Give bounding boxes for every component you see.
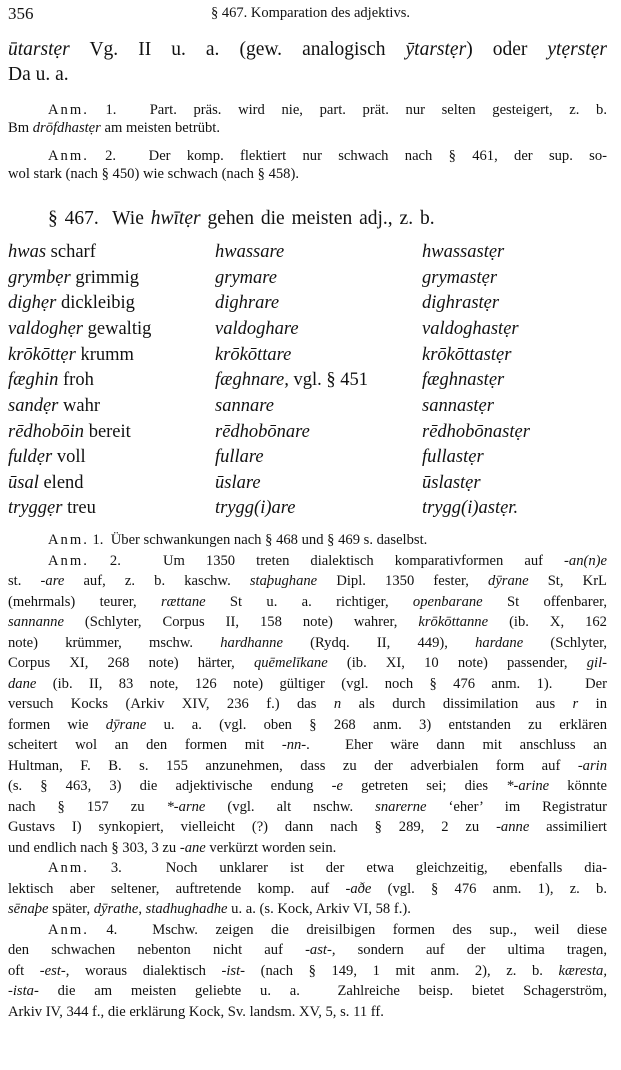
gloss: gewaltig — [87, 319, 152, 339]
text: könnte — [549, 778, 607, 794]
text-line — [8, 756, 607, 777]
superlative-form: rēdhobōnastẹr — [422, 422, 530, 442]
text: u. a. (vgl. oben § 268 anm. 3) entstanden zu erklären — [146, 716, 607, 733]
text: (mehrmals) teurer, — [8, 593, 161, 610]
text-line — [8, 940, 607, 961]
comparative-form: ūslare — [215, 473, 261, 493]
gloss: voll — [56, 447, 86, 467]
italic-text: dȳrathe — [93, 901, 139, 917]
text: Dipl. 1350 fester, — [317, 573, 489, 589]
italic-text: -an(n)e — [564, 552, 607, 569]
text: St, KrL — [528, 573, 607, 589]
text: 4. Mschw. zeigen die dreisilbigen formen des sup., weil diese — [88, 921, 607, 938]
table-row — [8, 342, 608, 368]
text: die am meisten geliebte u. a. Zahlreiche beisp. bietet Schagerström, — [38, 983, 607, 999]
text: den schwachen nebenton nicht auf — [8, 942, 306, 958]
text-line — [8, 653, 607, 674]
text: (nach § 149, 1 mit anm. 2), z. b. — [245, 962, 559, 979]
text: Bm — [8, 120, 33, 137]
superlative-form: valdoghastẹr — [422, 319, 519, 339]
comparative-cell — [215, 367, 368, 393]
table-row — [8, 290, 608, 316]
text: Corpus XI, 268 note) härter, — [8, 655, 254, 671]
positive-form: grymbẹr — [8, 268, 71, 288]
italic-text: sannanne — [8, 614, 64, 630]
note-label: Anm. — [48, 921, 89, 938]
comparative-cell — [215, 316, 299, 342]
italic-text: n — [333, 696, 342, 712]
superlative-form: ūslastẹr — [422, 473, 481, 493]
positive-cell — [8, 367, 94, 393]
text-line — [8, 1002, 607, 1023]
comparative-cell — [215, 444, 264, 470]
text: (vgl. alt nschw. — [205, 798, 376, 815]
superlative-form: fullastẹr — [422, 447, 484, 467]
text: lektisch aber seltener, auftretende komp. auf — [8, 880, 346, 897]
italic-text: quēmelīkane — [253, 655, 328, 671]
positive-cell — [8, 470, 84, 496]
text-line — [8, 817, 607, 838]
text-line — [8, 838, 607, 859]
superlative-form: hwassastẹr — [422, 242, 505, 262]
positive-form: hwas — [8, 242, 47, 262]
comparative-form: grymare — [215, 268, 277, 288]
italic-text: -est- — [39, 962, 66, 979]
text: 3. Noch unklarer ist der etwa gleichzeitig, ebenfalls dia- — [88, 860, 607, 876]
comparative-cell — [215, 265, 277, 291]
positive-cell — [8, 239, 96, 265]
positive-cell — [8, 444, 86, 470]
text: oft — [8, 962, 40, 979]
text: (s. § 463, 3) die adjektivische endung — [8, 778, 332, 794]
italic-text: sēnaþe — [8, 901, 49, 917]
positive-form: rēdhobōin — [8, 422, 85, 442]
italic-text: -anne — [496, 819, 530, 835]
text: u. a. (s. Kock, Arkiv VI, 58 f.). — [227, 901, 411, 917]
superlative-form: sannastẹr — [422, 396, 494, 416]
italic-text: hardhanne — [220, 634, 283, 651]
text: Hultman, F. B. s. 155 anzunehmen, dass zu der adverbialen form auf — [8, 757, 578, 774]
italic-text: ȳtarstẹr — [405, 39, 467, 60]
text: (ib. II, 83 note, 126 note) gültiger (vgl. noch § 476 anm. 1). Der — [36, 675, 607, 692]
text: Da u. a. — [8, 64, 69, 85]
italic-text: gil- — [586, 655, 608, 671]
comparative-note: vgl. § 451 — [288, 370, 368, 390]
positive-cell — [8, 342, 134, 368]
superlative-cell — [422, 393, 494, 419]
gloss: froh — [63, 370, 94, 390]
text-line — [8, 592, 607, 613]
text: st. — [8, 573, 41, 589]
text: 2. Um 1350 treten dialektisch komparativformen auf — [88, 552, 565, 569]
text: formen wie — [8, 716, 106, 733]
section-number: § 467. — [48, 208, 99, 229]
italic-text: -ane — [179, 839, 206, 856]
text: am meisten betrübt. — [100, 120, 220, 137]
text-line — [8, 735, 607, 756]
comparative-form: fæghnare, — [215, 370, 289, 390]
comparative-form: fullare — [215, 447, 264, 467]
italic-text: -ast- — [305, 942, 332, 958]
italic-text: r — [572, 696, 579, 712]
gloss: krumm — [80, 345, 134, 365]
text-line — [8, 899, 607, 920]
note-label: Anm. — [48, 102, 89, 118]
text-line — [8, 879, 607, 900]
text-line — [8, 530, 607, 551]
text-line — [8, 571, 607, 592]
italic-text: -ist- — [221, 962, 246, 979]
comparative-cell — [215, 470, 261, 496]
text-line — [8, 612, 607, 633]
intro-paragraph — [8, 37, 607, 87]
comparative-form: valdoghare — [215, 319, 299, 339]
positive-cell — [8, 316, 151, 342]
superlative-cell — [422, 316, 519, 342]
italic-text: snarerne — [375, 798, 427, 815]
notes — [8, 530, 607, 1022]
text: 1. Über schwankungen nach § 468 und § 469 s. daselbst. — [88, 532, 428, 548]
note-label: Anm. — [48, 148, 89, 164]
comparative-form: trygg(i)are — [215, 498, 296, 518]
positive-cell — [8, 495, 96, 521]
gloss: elend — [43, 473, 84, 493]
text: 2. Der komp. flektiert nur schwach nach § 461, der sup. so- — [88, 148, 607, 164]
italic-text: -arin — [577, 757, 607, 774]
positive-cell — [8, 419, 131, 445]
positive-form: fuldẹr — [8, 447, 53, 467]
text-line — [8, 715, 607, 736]
superlative-form: dighrastẹr — [422, 293, 500, 313]
comparative-form: krōkōttare — [215, 345, 292, 365]
table-row — [8, 239, 608, 265]
superlative-cell — [422, 265, 497, 291]
positive-cell — [8, 393, 100, 419]
italic-text: dane — [8, 675, 37, 692]
section-text-end: gehen die meisten adj., z. b. — [200, 208, 435, 229]
superlative-cell — [422, 419, 530, 445]
gloss: scharf — [50, 242, 96, 262]
section-keyword: hwītẹr — [150, 208, 201, 229]
text: wol stark (nach § 450) wie schwach (nach § 458). — [8, 166, 299, 183]
text: ‘eher’ im Registratur — [426, 798, 608, 815]
text: , — [138, 901, 146, 917]
text: Gustavs I) synkopiert, vielleicht (?) dann nach § 289, 2 zu — [8, 819, 497, 835]
text-line — [8, 165, 607, 183]
italic-text: stadhughadhe — [145, 901, 228, 917]
note-label: Anm. — [48, 552, 89, 569]
text: scheitert wol an den formen mit — [8, 737, 282, 753]
text: St u. a. richtiger, — [205, 593, 413, 610]
italic-text: -aðe — [345, 880, 372, 897]
text-line — [8, 858, 607, 879]
text-line — [8, 147, 607, 165]
comparative-form: rēdhobōnare — [215, 422, 310, 442]
superlative-cell — [422, 290, 499, 316]
text: ) oder — [466, 39, 548, 60]
text: assimiliert — [529, 819, 607, 835]
positive-cell — [8, 265, 139, 291]
italic-text: drōfdhastẹr — [32, 120, 101, 137]
positive-form: fæghin — [8, 370, 59, 390]
note-label: Anm. — [48, 532, 89, 548]
text-line — [8, 37, 607, 62]
table-row — [8, 393, 608, 419]
comparative-cell — [215, 342, 291, 368]
page-number: 356 — [8, 4, 34, 23]
italic-text: -nn- — [281, 737, 307, 753]
superlative-cell — [422, 495, 518, 521]
superlative-cell — [422, 342, 511, 368]
comparative-cell — [215, 393, 274, 419]
italic-text: staþughane — [249, 573, 318, 589]
text: . Eher wäre dann mit anschluss an — [306, 737, 607, 753]
text: als durch dissimilation aus — [341, 696, 573, 712]
italic-text: *-arine — [506, 778, 550, 794]
comparative-cell — [215, 419, 310, 445]
italic-text: *-arne — [166, 798, 206, 815]
note-label: Anm. — [48, 860, 89, 876]
italic-text: rættane — [161, 593, 206, 610]
superlative-cell — [422, 470, 481, 496]
table-row — [8, 265, 608, 291]
italic-text: -ista- — [8, 983, 39, 999]
superlative-form: grymastẹr — [422, 268, 498, 288]
text: nach § 157 zu — [8, 798, 167, 815]
italic-text: openbarane — [412, 593, 483, 610]
text-line — [8, 797, 607, 818]
text-line — [8, 119, 607, 137]
italic-text: hardane — [475, 634, 524, 651]
text: Arkiv IV, 344 f., die erklärung Kock, Sv. landsm. XV, 5, s. 11 ff. — [8, 1003, 384, 1020]
text-line — [8, 961, 607, 982]
text: getreten sei; dies — [343, 778, 507, 794]
text-line — [8, 551, 607, 572]
table-row — [8, 495, 608, 521]
text: später, — [48, 901, 94, 917]
italic-text: ytẹrstẹr — [547, 39, 607, 60]
gloss: bereit — [88, 422, 131, 442]
positive-form: dighẹr — [8, 293, 57, 313]
table-row — [8, 316, 608, 342]
comparative-form: dighrare — [215, 293, 280, 313]
text-line — [8, 920, 607, 941]
italic-text: -e — [331, 778, 344, 794]
comparative-form: sannare — [215, 396, 274, 416]
comparative-cell — [215, 239, 284, 265]
comparative-cell — [215, 495, 296, 521]
superlative-form: krōkōttastẹr — [422, 345, 512, 365]
text: (Schlyter, Corpus II, 158 note) wahrer, — [63, 614, 419, 630]
table-row — [8, 419, 608, 445]
text-line — [8, 633, 607, 654]
section-text: Wie — [98, 208, 151, 229]
text: (ib. X, 162 — [488, 614, 607, 630]
text: verkürzt worden sein. — [205, 839, 337, 856]
text: (vgl. § 476 anm. 1), z. b. — [371, 880, 607, 897]
table-row — [8, 444, 608, 470]
table-row — [8, 470, 608, 496]
section-heading — [48, 208, 435, 230]
gloss: dickleibig — [60, 293, 135, 313]
text: (ib. XI, 10 note) passender, — [327, 655, 587, 671]
italic-text: dȳrane — [488, 573, 529, 589]
top-note-1 — [8, 101, 607, 137]
comparative-cell — [215, 290, 279, 316]
table-row — [8, 367, 608, 393]
text: , woraus dialektisch — [65, 962, 222, 979]
gloss: grimmig — [75, 268, 140, 288]
gloss: wahr — [63, 396, 100, 416]
italic-text: -are — [40, 573, 65, 589]
text: note) krümmer, mschw. — [8, 634, 221, 651]
superlative-form: fæghnastẹr — [422, 370, 505, 390]
superlative-cell — [422, 367, 504, 393]
italic-text: krōkōttanne — [418, 614, 489, 630]
superlative-form: trygg(i)astẹr. — [422, 498, 519, 518]
text: (Schlyter, — [523, 634, 607, 651]
comparative-form: hwassare — [215, 242, 285, 262]
italic-text: ūtarstẹr — [8, 39, 70, 60]
italic-text: kæresta, — [558, 962, 607, 979]
text: Vg. II u. a. (gew. analogisch — [69, 39, 406, 60]
positive-form: tryggẹr — [8, 498, 63, 518]
running-head: § 467. Komparation des adjektivs. — [211, 5, 410, 21]
text: versuch Kocks (Arkiv XIV, 236 f.) das — [8, 696, 334, 712]
italic-text: dȳrane — [105, 716, 147, 733]
text-line — [8, 674, 607, 695]
superlative-cell — [422, 239, 504, 265]
positive-form: valdoghẹr — [8, 319, 84, 339]
positive-form: krōkōttẹr — [8, 345, 76, 365]
text: , sondern auf der ultima tragen, — [331, 942, 608, 958]
text-line — [8, 62, 607, 87]
text: St offenbarer, — [482, 593, 608, 610]
text-line — [8, 694, 607, 715]
gloss: treu — [67, 498, 96, 518]
text: (Rydq. II, 449), — [282, 634, 476, 651]
text-line — [8, 776, 607, 797]
text: auf, z. b. kaschw. — [64, 573, 250, 589]
top-note-2 — [8, 147, 607, 183]
text: 1. Part. präs. wird nie, part. prät. nur selten gesteigert, z. b. — [88, 102, 607, 118]
positive-cell — [8, 290, 135, 316]
text: in — [578, 696, 607, 712]
text-line — [8, 981, 607, 1002]
text-line — [8, 101, 607, 119]
positive-form: sandẹr — [8, 396, 59, 416]
superlative-cell — [422, 444, 484, 470]
text: und endlich nach § 303, 3 zu — [8, 839, 180, 856]
positive-form: ūsal — [8, 473, 39, 493]
